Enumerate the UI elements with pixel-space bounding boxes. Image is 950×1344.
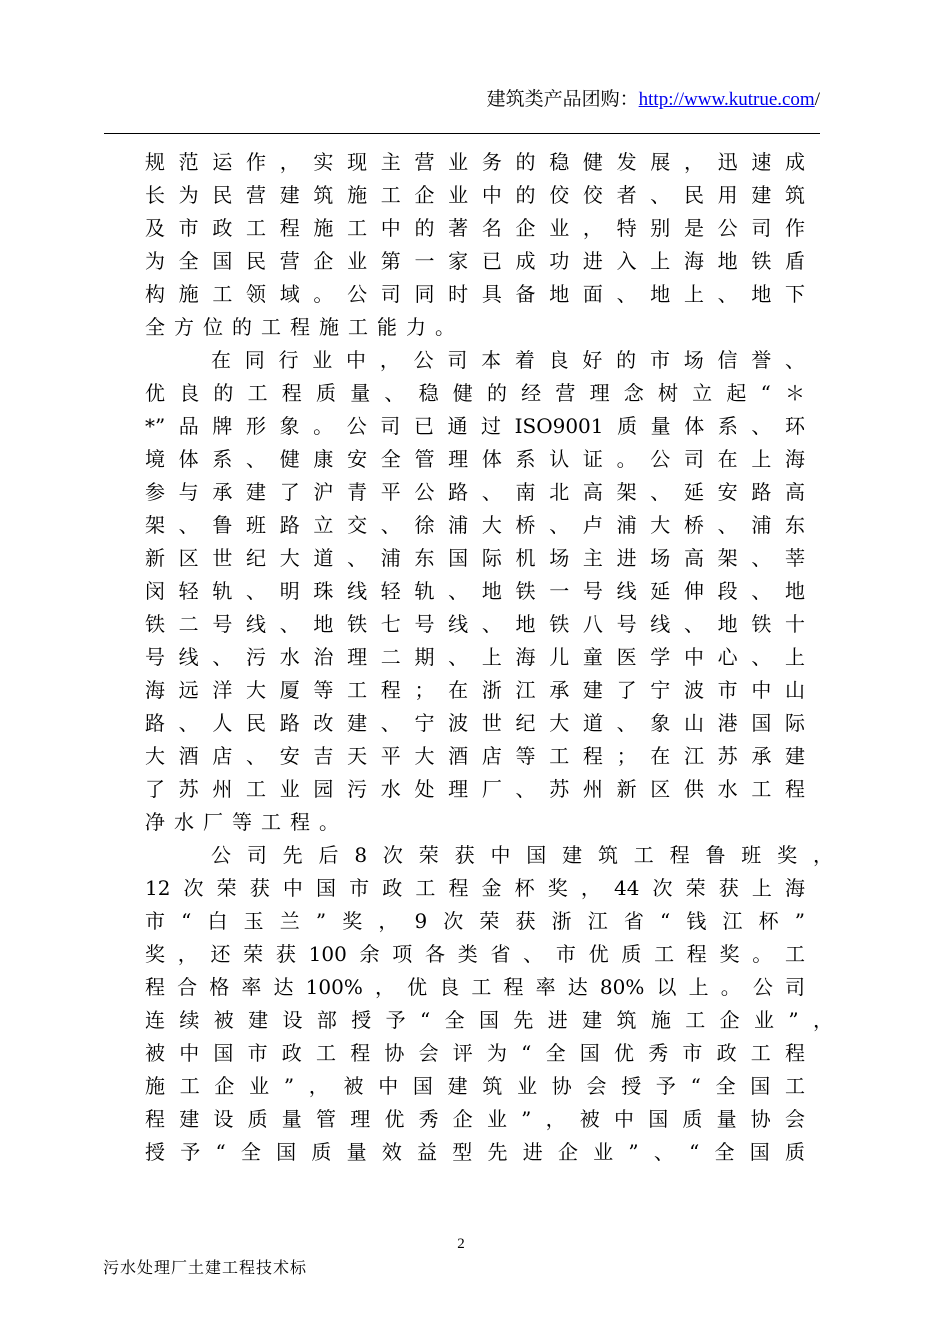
text-line: 架、鲁班路立交、徐浦大桥、卢浦大桥、浦东 (145, 513, 805, 537)
paragraph-first-line: 公司先后8次荣获中国建筑工程鲁班奖， (211, 843, 833, 867)
text-line: 了苏州工业园污水处理厂、苏州新区供水工程 (145, 777, 805, 801)
text-line: 参与承建了沪青平公路、南北高架、延安路高 (145, 480, 805, 504)
text-line: *”品牌形象。公司已通过ISO9001质量体系、环 (145, 414, 805, 438)
text-line: 闵轻轨、明珠线轻轨、地铁一号线延伸段、地 (145, 579, 805, 603)
text-line: 境体系、健康安全管理体系认证。公司在上海 (145, 447, 805, 471)
header-url-suffix: / (814, 89, 820, 110)
paragraph-first-line: 在同行业中，公司本着良好的市场信誉、 (211, 348, 805, 372)
page-number: 2 (457, 1236, 465, 1252)
text-line: 程建设质量管理优秀企业”，被中国质量协会 (145, 1107, 805, 1131)
text-line: 优良的工程质量、稳健的经营理念树立起“＊ (145, 381, 805, 405)
text-line: 铁二号线、地铁七号线、地铁八号线、地铁十 (145, 612, 805, 636)
text-line: 程合格率达100%，优良工程率达80%以上。公司 (145, 975, 805, 999)
header-divider (104, 133, 820, 134)
text-line: 12次荣获中国市政工程金杯奖，44次荣获上海 (145, 876, 805, 900)
body-text (145, 146, 833, 1169)
text-line: 施工企业”，被中国建筑业协会授予“全国工 (145, 1074, 805, 1098)
page-header (487, 84, 820, 111)
text-line: 大酒店、安吉天平大酒店等工程；在江苏承建 (145, 744, 805, 768)
text-line: 长为民营建筑施工企业中的佼佼者、民用建筑 (145, 183, 805, 207)
header-url-link[interactable]: http://www.kutrue.com (638, 89, 815, 110)
text-line: 构施工领域。公司同时具备地面、地上、地下 (145, 282, 805, 306)
header-label: 建筑类产品团购： (486, 89, 639, 110)
text-line: 规范运作，实现主营业务的稳健发展，迅速成 (145, 150, 805, 174)
text-line: 新区世纪大道、浦东国际机场主进场高架、莘 (145, 546, 805, 570)
text-line: 被中国市政工程协会评为“全国优秀市政工程 (145, 1041, 805, 1065)
text-line: 连续被建设部授予“全国先进建筑施工企业”， (145, 1008, 833, 1032)
text-line: 市“白玉兰”奖，9次荣获浙江省“钱江杯” (145, 909, 805, 933)
text-line: 授予“全国质量效益型先进企业”、“全国质 (145, 1140, 805, 1164)
page-footer: 污水处理厂土建工程技术标 (103, 1258, 308, 1277)
text-line: 奖，还荣获100余项各类省、市优质工程奖。工 (145, 942, 805, 966)
text-line: 净水厂等工程。 (145, 810, 348, 834)
text-line: 及市政工程施工中的著名企业，特别是公司作 (145, 216, 805, 240)
text-line: 全方位的工程施工能力。 (145, 315, 464, 339)
text-line: 路、人民路改建、宁波世纪大道、象山港国际 (145, 711, 805, 735)
text-line: 海远洋大厦等工程；在浙江承建了宁波市中山 (145, 678, 805, 702)
text-line: 号线、污水治理二期、上海儿童医学中心、上 (145, 645, 805, 669)
text-line: 为全国民营企业第一家已成功进入上海地铁盾 (145, 249, 805, 273)
